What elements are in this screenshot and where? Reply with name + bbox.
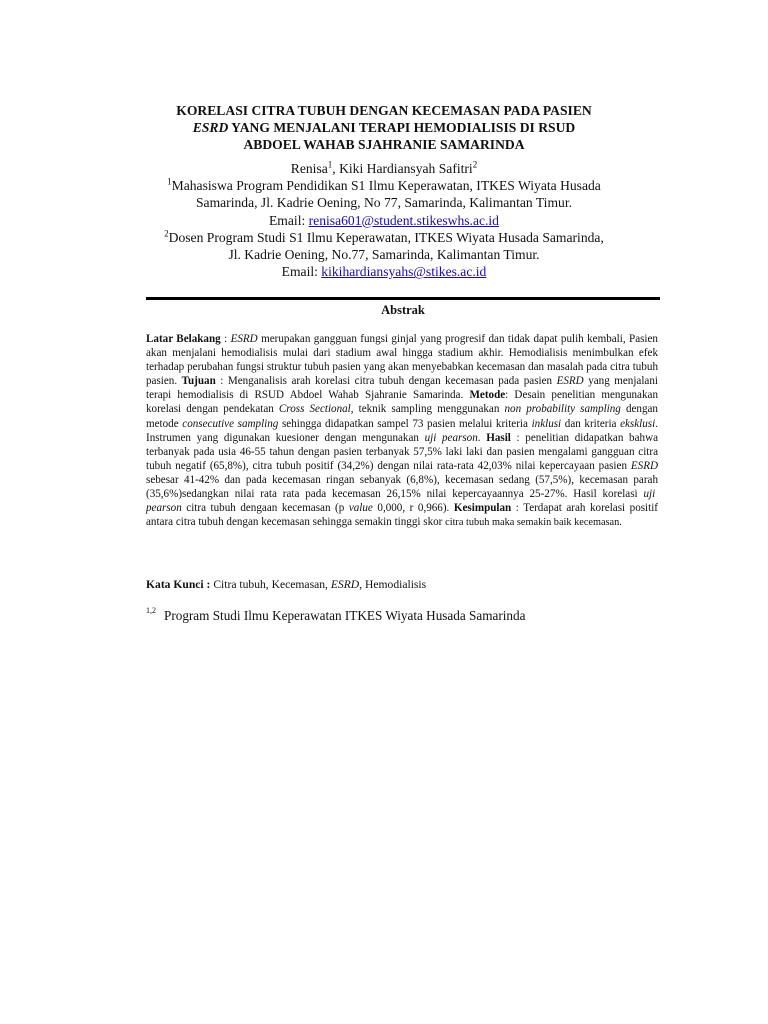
email-2-link[interactable]: kikihardiansyahs@stikes.ac.id [321, 264, 487, 280]
hasil-label: Hasil [486, 431, 511, 444]
affiliation-2-sup: 2 [164, 228, 169, 239]
email-label: Email: [269, 212, 309, 228]
kesimpulan-label: Kesimpulan [453, 502, 512, 515]
metode-text-2: , teknik sampling menggunakan [350, 403, 500, 416]
email-1-link[interactable]: renisa601@student.stikeswhs.ac.id [308, 212, 499, 228]
separator-rule [146, 297, 660, 300]
footnote-sup: 1,2 [146, 606, 156, 615]
colon: : [511, 502, 524, 515]
tujuan-text: Menganalisis arah korelasi citra tubuh dengan kecemasan pada pasien [227, 375, 553, 388]
author-names [100, 160, 668, 177]
pearson-term: pearson [146, 502, 182, 515]
author-2-sup: 2 [472, 159, 478, 170]
affiliation-1-line-1 [100, 177, 668, 194]
tujuan-text-2: yang menjalani terapi hemodialisis di RSUD Abdoel Wahab Sjahranie Samarinda. [146, 375, 658, 402]
value-term: value [348, 502, 373, 515]
author-1-sup: 1 [327, 159, 333, 170]
metode-text-4: sehingga didapatkan sampel 73 pasien melalui kriteria [278, 417, 528, 430]
title-line-3: ABDOEL WAHAB SJAHRANIE SAMARINDA [243, 137, 525, 152]
affiliation-2-line-2: Jl. Kadrie Oening, No.77, Samarinda, Kalimantan Timur. [228, 247, 540, 263]
footnote-text: Program Studi Ilmu Keperawatan ITKES Wiyata Husada Samarinda [164, 608, 526, 623]
tujuan-label: Tujuan [181, 375, 216, 388]
uji-pearson-term: uji pearson [424, 431, 478, 444]
title-line-2-rest: YANG MENJALANI TERAPI HEMODIALISIS DI RSUD [228, 120, 576, 135]
consecutive-term: consecutive sampling [182, 417, 279, 430]
metode-text-1: : Desain penelitian mengunakan korelasi dengan pendekatan [146, 389, 659, 416]
background-label: Latar Belakang [146, 333, 221, 345]
affiliation-2-text: Dosen Program Studi S1 Ilmu Keperawatan, ITKES Wiyata Husada Samarinda, [168, 229, 604, 245]
esrd-term: ESRD [230, 333, 258, 345]
author-separator: , [332, 161, 340, 176]
colon: : [215, 375, 228, 388]
hasil-text-3: citra tubuh dengaan kecemasan (p [181, 502, 345, 515]
email-2-line [100, 263, 668, 280]
title-line-1: KORELASI CITRA TUBUH DENGAN KECEMASAN PADA PASIEN [176, 103, 592, 118]
metode-text-5: dan kriteria [564, 417, 617, 430]
cross-sectional-term: Cross Sectional [278, 403, 351, 416]
keywords-label: Kata Kunci : [146, 578, 211, 591]
affiliation-1-line-2: Samarinda, Jl. Kadrie Oening, No 77, Samarinda, Kalimantan Timur. [195, 195, 573, 211]
non-probability-term: non probability sampling [504, 403, 621, 416]
affiliation-1-text: Mahasiswa Program Pendidikan S1 Ilmu Keperawatan, ITKES Wiyata Husada [171, 178, 601, 194]
abstract-heading: Abstrak [381, 303, 425, 317]
title-line-2 [120, 119, 648, 136]
hasil-text-4: 0,000, r 0,966). [372, 502, 450, 515]
keywords-line [146, 578, 660, 591]
esrd-term: ESRD [556, 375, 584, 388]
title-esrd: ESRD [192, 120, 229, 135]
email-1-line [100, 212, 668, 229]
kesimpulan-text: Terdapat arah korelasi positif antara citra tubuh dengan kecemasan sehingga semakin tinggi skor [146, 502, 658, 529]
uji-term: uji [643, 488, 656, 501]
kesimpulan-last-line: citra tubuh maka semakin baik kecemasan. [445, 517, 622, 529]
metode-label: Metode [469, 389, 506, 402]
esrd-term: ESRD [630, 459, 658, 472]
author-block [100, 160, 668, 280]
author-2: Kiki Hardiansyah Safitri [339, 161, 473, 176]
eksklusi-term: eksklusi [620, 417, 656, 430]
author-1: Renisa [290, 161, 328, 176]
affiliation-1-sup: 1 [167, 176, 172, 187]
abstract-paragraph: Latar Belakang : ESRD merupakan gangguan fungsi ginjal yang progresif dan tidak dapat pulih kembali, Pasien akan menjalani hemodialisis mulai dari stadium awal hingga stadium akhir. Hemodialisis menimbulkan efek terhadap perubahan fungsi struktur tubuh pasien yang akan menyebabkan kecemasan dan masalah pada citra tubuh pasien. Tujuan : Menganalisis arah korelasi citra tubuh dengan kecemasan pada pasien ESRD yang menjalani terapi hemodialisis di RSUD Abdoel Wahab Sjahranie Samarinda. Metode: Desain penelitian mengunakan korelasi dengan pendekatan Cross Sectional, teknik sampling menggunakan non probability sampling dengan metode consecutive sampling sehingga didapatkan sampel 73 pasien melalui kriteria inklusi dan kriteria eksklusi. Instrumen yang digunakan kuesioner dengan mengunakan uji pearson. Hasil : penelitian didapatkan bahwa terbanyak pada usia 46-55 tahun dengan pasien terbanyak 57,5% laki laki dan pasien mengalami gangguan citra tubuh negatif (65,8%), citra tubuh positif (34,2%) dengan nilai rata-rata 42,03% nilai kepercayaan pasien ESRD sebesar 41-42% dan pada kecemasan ringan sebanyak (6,8%), kecemasan sedang (57,5%), kecemasan parah (35,6%)sedangkan nilai rata rata pada kecemasan 26,15% nilai kepercayaannya 25-27%. Hasil korelasi uji pearson citra tubuh dengaan kecemasan (p value 0,000, r 0,966). Kesimpulan : Terdapat arah korelasi positif antara citra tubuh dengan kecemasan sehingga semakin tinggi skor citra tubuh maka semakin baik kecemasan. [146, 333, 659, 529]
hasil-text-2: sebesar 41-42% dan pada kecemasan ringan sebanyak (6,8%), kecemasan sedang (57,5%), kecemasan parah (35,6%)sedangkan nilai rata rata pada kecemasan 26,15% nilai kepercayaannya 25-27%. Hasil korelasi [146, 473, 658, 501]
colon: : [220, 333, 231, 345]
hasil-text-1: : penelitian didapatkan bahwa terbanyak pada usia 46-55 tahun dengan pasien terbanyak 57,5% laki laki dan pasien mengalami gangguan citra tubuh negatif (65,8%), citra tubuh positif (34,2%) dengan nilai rata-rata 42,03% nilai kepercayaan pasien [146, 431, 659, 472]
email-label: Email: [281, 264, 322, 280]
keywords-text-2: , Hemodialisis [359, 578, 427, 591]
keywords-esrd: ESRD [330, 578, 360, 591]
background-text: merupakan gangguan fungsi ginjal yang progresif dan tidak dapat pulih kembali, Pasien akan menjalani hemodialisis mulai dari stadium awal hingga stadium akhir. Hemodialisis menimbulkan efek terhadap perubahan fungsi struktur tubuh pasien yang akan menyebabkan kecemasan dan masalah pada citra tubuh pasien. [146, 333, 658, 388]
keywords-text-1: Citra tubuh, Kecemasan, [210, 578, 331, 591]
metode-text-3: dengan metode [146, 403, 658, 430]
footnote [146, 608, 666, 624]
abstract-body [146, 332, 658, 530]
affiliation-2-line-1 [100, 229, 668, 246]
paper-title [120, 102, 648, 153]
inklusi-term: inklusi [531, 417, 562, 430]
metode-text-6: . Instrumen yang digunakan kuesioner dengan mengunakan [146, 417, 658, 444]
